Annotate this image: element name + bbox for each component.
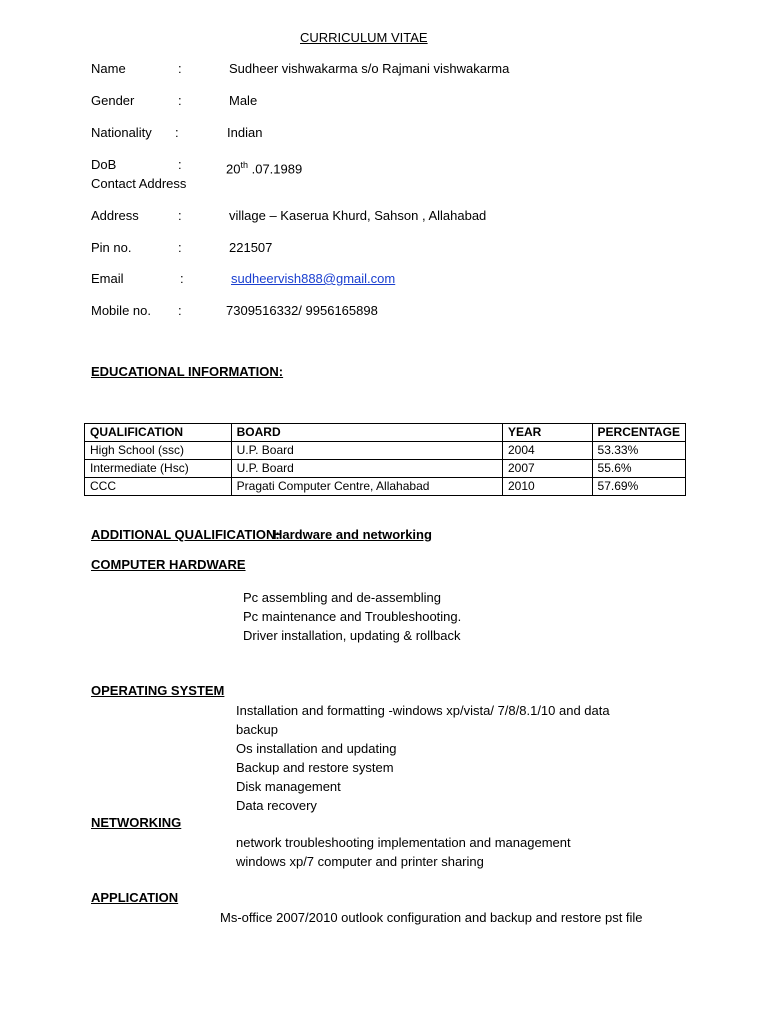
dob-colon: : [178,157,182,172]
list-item: Data recovery [236,798,317,813]
list-item: windows xp/7 computer and printer sharing [236,854,484,869]
qualification-cell: High School (ssc) [85,442,232,460]
nationality-colon: : [175,125,179,140]
list-item: Installation and formatting -windows xp/vista/ 7/8/8.1/10 and data [236,703,610,718]
email-label: Email [91,271,124,286]
os-heading: OPERATING SYSTEM [91,683,225,698]
dob-value [226,157,302,177]
list-item: Pc maintenance and Troubleshooting. [243,609,462,624]
name-value: Sudheer vishwakarma s/o Rajmani vishwakarma [229,61,510,76]
percentage-cell: 53.33% [592,442,685,460]
list-item: Pc assembling and de-assembling [243,590,441,605]
address-colon: : [178,208,182,223]
hardware-heading: COMPUTER HARDWARE [91,557,246,572]
nationality-value: Indian [227,125,263,140]
gender-colon: : [178,93,182,108]
list-item: Driver installation, updating & rollback [243,628,461,643]
os-list [236,701,610,815]
networking-list [236,833,571,871]
year-cell: 2004 [502,442,592,460]
mobile-value: 7309516332/ 9956165898 [226,303,378,318]
column-header-percentage: PERCENTAGE [592,424,685,442]
networking-heading: NETWORKING [91,815,182,830]
dob-day: 20 [226,161,241,177]
board-cell: U.P. Board [231,460,502,478]
table-row [85,442,686,460]
additional-heading: ADDITIONAL QUALIFICATION: [91,527,280,542]
name-label: Name [91,61,126,76]
nationality-label: Nationality [91,125,152,140]
year-cell: 2007 [502,460,592,478]
list-item: Backup and restore system [236,760,394,775]
column-header-qualification: QUALIFICATION [85,424,232,442]
column-header-board: BOARD [231,424,502,442]
application-item: Ms-office 2007/2010 outlook configuration and backup and restore pst file [220,910,643,925]
board-cell: Pragati Computer Centre, Allahabad [231,478,502,496]
hardware-list [243,588,461,645]
list-item: Os installation and updating [236,741,397,756]
list-item: Disk management [236,779,341,794]
contact-heading: Contact Address [91,176,187,191]
email-link[interactable]: sudheervish888@gmail.com [231,271,396,286]
address-value: village – Kaserua Khurd, Sahson , Allahabad [229,208,487,223]
dob-label: DoB [91,157,117,172]
pin-value: 221507 [229,240,273,255]
year-cell: 2010 [502,478,592,496]
list-item: backup [236,722,278,737]
mobile-label: Mobile no. [91,303,151,318]
qualification-cell: CCC [85,478,232,496]
mobile-colon: : [178,303,182,318]
gender-value: Male [229,93,258,108]
board-cell: U.P. Board [231,442,502,460]
dob-ordinal: th [240,160,248,170]
name-colon: : [178,61,182,76]
percentage-cell: 57.69% [592,478,685,496]
pin-colon: : [178,240,182,255]
percentage-cell: 55.6% [592,460,685,478]
email-colon: : [180,271,184,286]
address-label: Address [91,208,139,223]
qualification-cell: Intermediate (Hsc) [85,460,232,478]
education-table [84,423,686,496]
pin-label: Pin no. [91,240,132,255]
gender-label: Gender [91,93,135,108]
list-item: network troubleshooting implementation and management [236,835,571,850]
dob-rest: .07.1989 [247,161,303,177]
education-heading: EDUCATIONAL INFORMATION: [91,364,284,379]
table-row [85,478,686,496]
table-header-row [85,424,686,442]
table-row [85,460,686,478]
application-heading: APPLICATION [91,890,179,905]
document-title: CURRICULUM VITAE [300,30,428,45]
column-header-year: YEAR [502,424,592,442]
additional-value: Hardware and networking [273,527,432,542]
